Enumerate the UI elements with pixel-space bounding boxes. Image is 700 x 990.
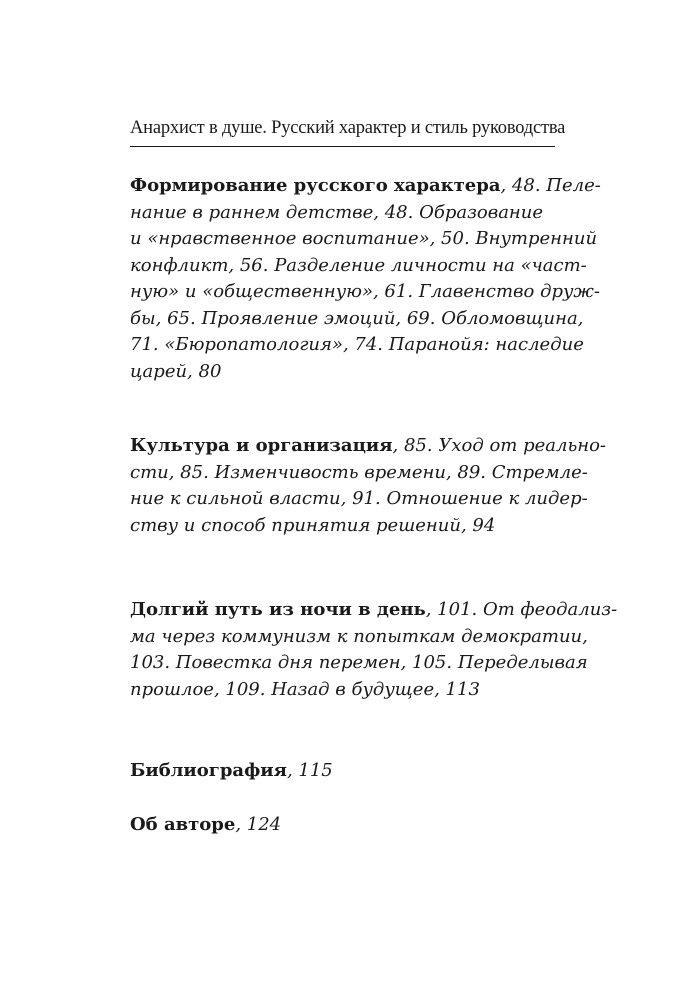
toc-entry-text: , 48. Пеле- <box>500 175 601 196</box>
toc-entry-text: , 101. От феодализ- <box>425 599 618 620</box>
toc-line: ную» и «общественную», 61. Главенство друж- <box>130 281 600 302</box>
toc-line: царей, 80 <box>130 360 222 382</box>
toc-line: конфликт, 56. Разделение личности на «част- <box>130 254 587 276</box>
toc-entry-culture-organization <box>130 433 607 539</box>
toc-entry-text: , 85. Уход от реально- <box>392 435 607 456</box>
toc-entry-russian-character <box>130 173 601 385</box>
toc-entry-title: Формирование русского характера <box>130 175 501 196</box>
toc-entry-text: , 124 <box>235 814 282 835</box>
toc-entry-title: Долгий путь из ночи в день <box>130 599 426 620</box>
toc-line: нание в раннем детстве, 48. Образование <box>130 201 544 223</box>
toc-entry-text: , 115 <box>286 760 333 781</box>
header-rule <box>130 146 555 147</box>
toc-line: ма через коммунизм к попыткам демократии, <box>130 625 588 647</box>
toc-line <box>130 758 555 785</box>
toc-line: бы, 65. Проявление эмоций, 69. Обломовщина, <box>130 307 584 329</box>
toc-line: ние к сильной власти, 91. Отношение к лидер- <box>130 488 588 509</box>
toc-line <box>130 597 618 624</box>
toc-entry-about-author <box>130 812 555 839</box>
running-head: Анархист в душе. Русский характер и стиль руководства <box>130 118 566 138</box>
toc-line: прошлое, 109. Назад в будущее, 113 <box>130 678 480 700</box>
toc-entry-bibliography <box>130 758 555 785</box>
toc-entry-long-way <box>130 597 618 703</box>
toc-entry-title: Об авторе <box>130 814 236 835</box>
toc-line <box>130 433 607 460</box>
toc-line: 71. «Бюропатология», 74. Паранойя: наследие <box>130 334 584 355</box>
toc-line: и «нравственное воспитание», 50. Внутренний <box>130 228 598 249</box>
toc-entry-title: Культура и организация <box>130 435 393 456</box>
toc-entry-title: Библиография <box>130 760 287 781</box>
toc-line <box>130 812 555 839</box>
toc-line: 103. Повестка дня перемен, 105. Переделывая <box>130 652 588 673</box>
toc-line: ству и способ принятия решений, 94 <box>130 514 496 536</box>
toc-line: сти, 85. Изменчивость времени, 89. Стремле- <box>130 461 588 483</box>
toc-line <box>130 173 601 200</box>
